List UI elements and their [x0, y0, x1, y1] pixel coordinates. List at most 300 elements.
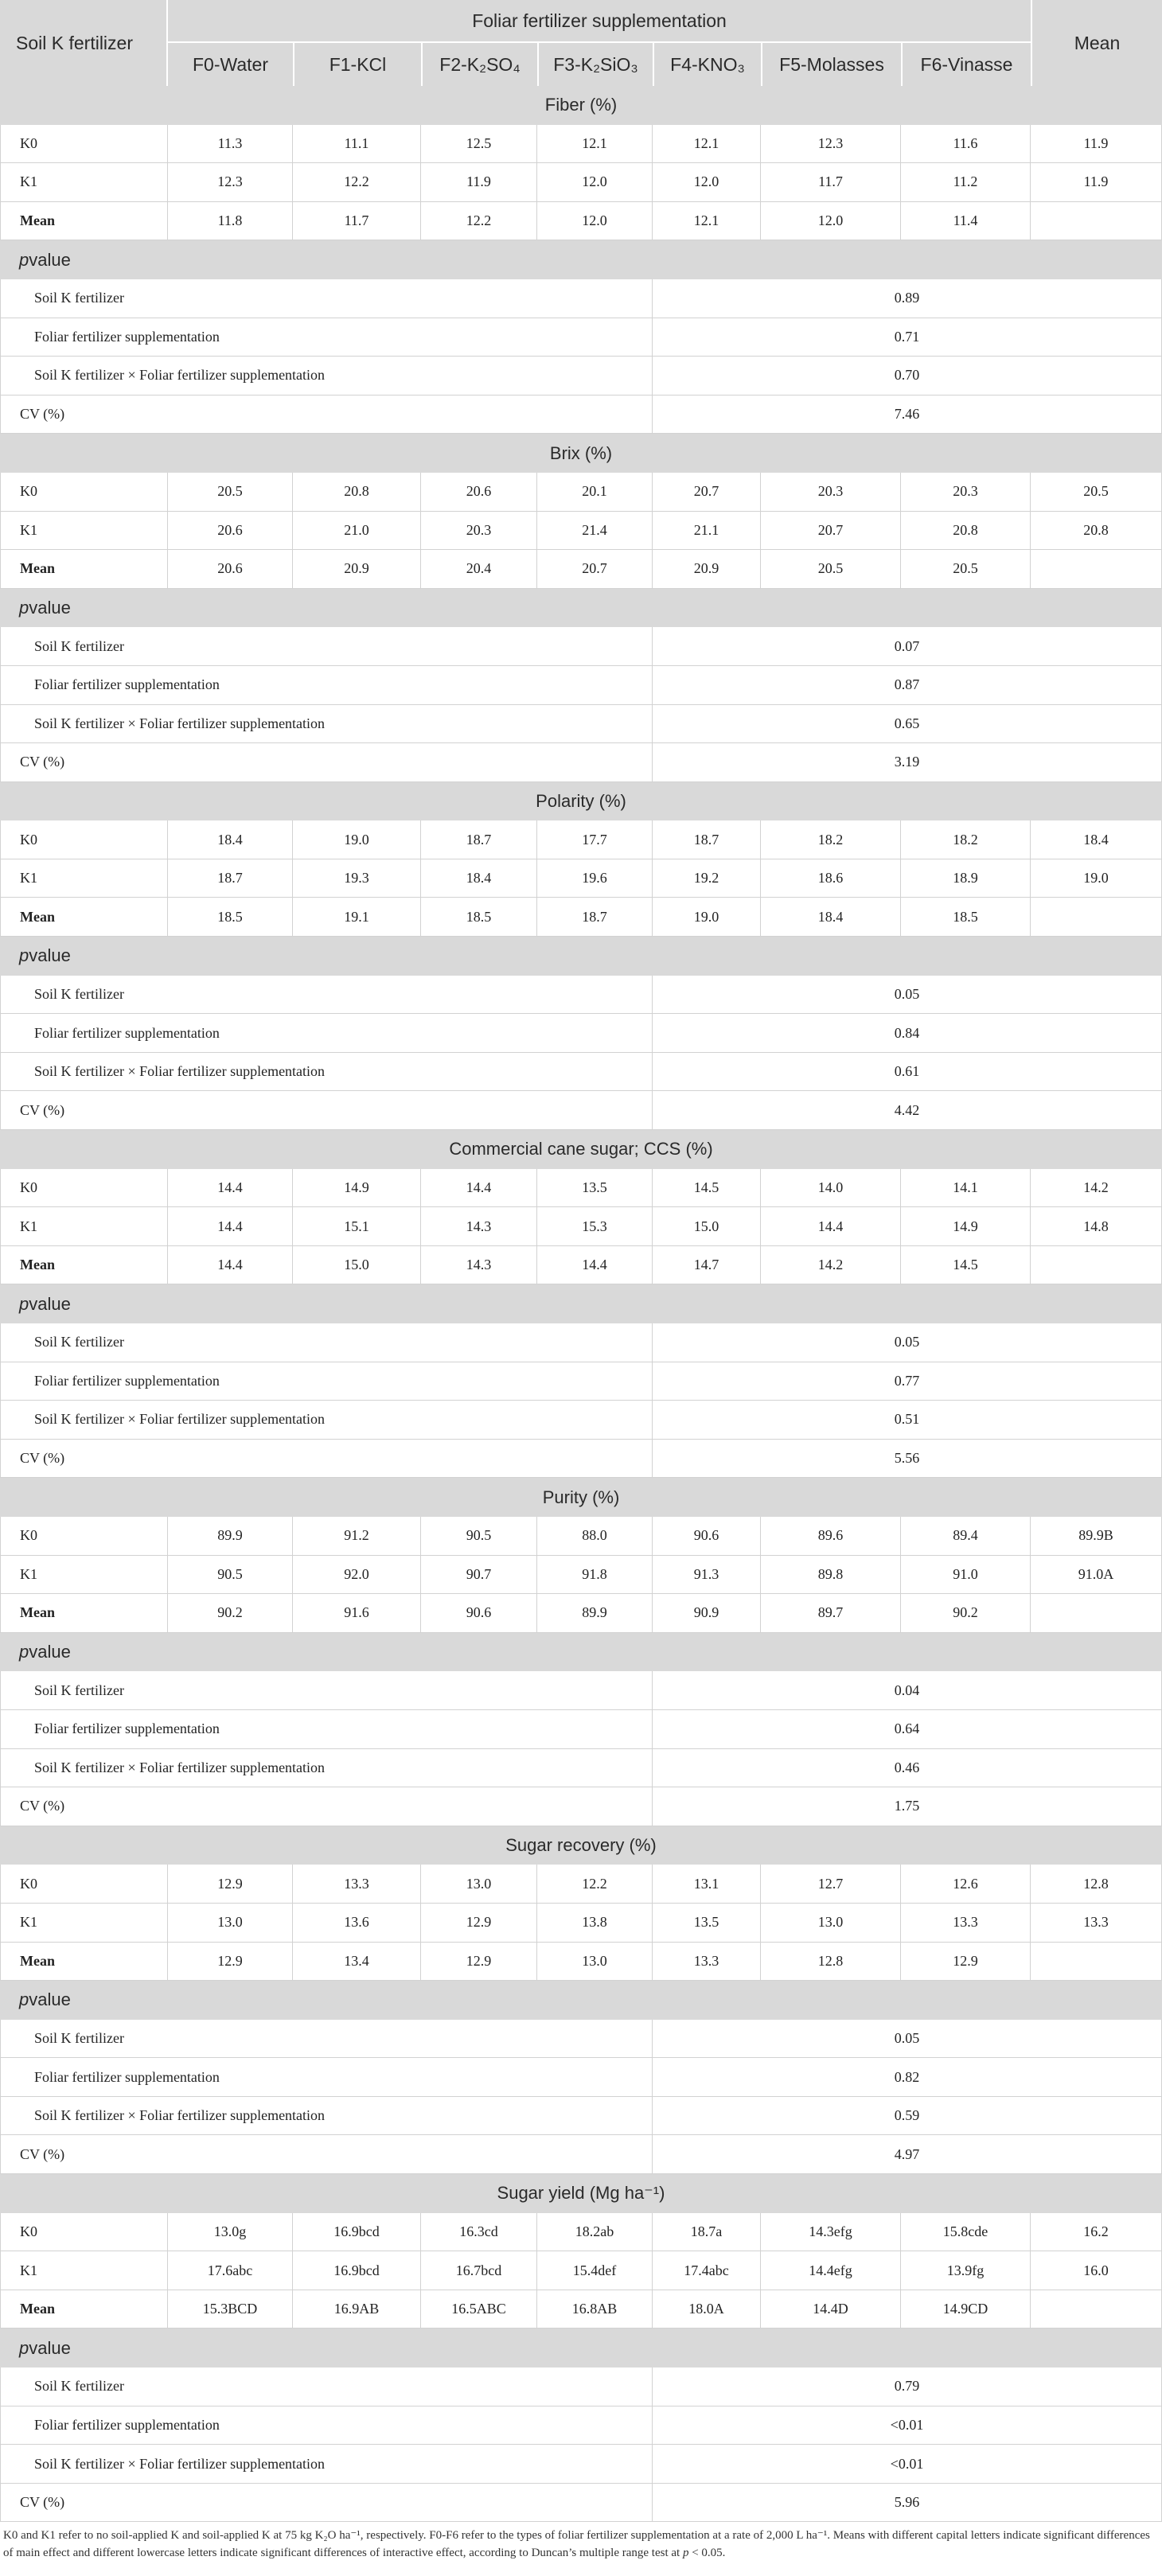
cell-value: 11.7 [761, 163, 901, 201]
cell-value: 12.3 [168, 163, 293, 201]
cell-value: 18.7 [168, 859, 293, 898]
stat-value: 0.64 [653, 1710, 1162, 1748]
cell-value: 14.4D [761, 2290, 901, 2329]
stat-value: 0.71 [653, 318, 1162, 357]
p-value-text: value [29, 1293, 71, 1314]
cell-value: 19.2 [653, 859, 761, 898]
section-title: Sugar yield (Mg ha⁻¹) [0, 2174, 1162, 2213]
cv-row [0, 1091, 1162, 1130]
p-value-text: value [29, 598, 71, 618]
p-symbol: p [19, 1293, 29, 1314]
cell-value: 18.2 [761, 820, 901, 859]
header-treatment-f2: F2-K₂SO₄ [421, 43, 537, 86]
cell-value: 15.0 [653, 1207, 761, 1245]
table-row-k1 [0, 163, 1162, 202]
cell-value: 18.0A [653, 2290, 761, 2329]
cell-value: 20.9 [653, 550, 761, 588]
cell-value: 11.4 [901, 202, 1031, 240]
stat-row [0, 666, 1162, 705]
p-value-text: value [29, 945, 71, 966]
table-body [0, 86, 1162, 2522]
cell-value: 89.9B [1031, 1517, 1162, 1555]
header-treatment-f4: F4-KNO₃ [653, 43, 761, 86]
table-row-k1 [0, 512, 1162, 551]
cv-label: CV (%) [0, 1787, 653, 1826]
cell-value: 16.5ABC [421, 2290, 537, 2329]
cell-value: 11.9 [421, 163, 537, 201]
stat-value: 0.77 [653, 1362, 1162, 1401]
row-label: Mean [0, 1594, 168, 1632]
header-treatment-f6: F6-Vinasse [901, 43, 1031, 86]
cell-value: 13.4 [293, 1943, 421, 1981]
cell-value: 92.0 [293, 1556, 421, 1594]
table-row-k1 [0, 2251, 1162, 2290]
cell-value: 15.3BCD [168, 2290, 293, 2329]
stat-row [0, 1749, 1162, 1788]
cell-value: 12.9 [168, 1865, 293, 1903]
stat-value: 0.70 [653, 357, 1162, 395]
cell-value: 12.2 [421, 202, 537, 240]
section-title: Fiber (%) [0, 86, 1162, 125]
p-symbol: p [19, 1989, 29, 2010]
cell-value: 12.6 [901, 1865, 1031, 1903]
footnote-p-symbol: p [682, 2547, 689, 2560]
table-row-k0 [0, 2213, 1162, 2252]
cell-value: 12.9 [421, 1943, 537, 1981]
p-value-heading [0, 1633, 1162, 1672]
footnote-text-end: < 0.05. [688, 2547, 726, 2560]
table-row-mean [0, 550, 1162, 589]
p-symbol: p [19, 945, 29, 966]
cell-value: 16.9bcd [293, 2213, 421, 2251]
cv-value: 7.46 [653, 396, 1162, 434]
stat-row [0, 357, 1162, 396]
cell-value: 18.9 [901, 859, 1031, 898]
table-row-mean [0, 1943, 1162, 1982]
section-title: Brix (%) [0, 434, 1162, 473]
cell-value: 12.9 [168, 1943, 293, 1981]
footnote-text: K0 and K1 refer to no soil-applied K and soil-applied K at 75 kg K₂O ha⁻¹, respectively. F0-F6 refer to the types of foliar fertilizer supplementation at a rate of 2,000 L ha⁻¹. Means with different capital letters indicate significant differences of main effect and different lowercase letters indicate significant differences of interactive effect, according to Duncan’s multiple range test at [3, 2529, 1150, 2560]
stat-value: 0.61 [653, 1053, 1162, 1091]
cell-value: 12.0 [653, 163, 761, 201]
cell-value: 16.2 [1031, 2213, 1162, 2251]
empty-cell [1031, 1594, 1162, 1632]
cell-value: 20.3 [421, 512, 537, 550]
stat-row [0, 279, 1162, 318]
cell-value: 13.8 [537, 1904, 653, 1942]
cell-value: 12.1 [653, 202, 761, 240]
stat-label: Foliar fertilizer supplementation [0, 318, 653, 357]
section-polarity [0, 782, 1162, 1130]
table-header [0, 0, 1162, 86]
cell-value: 15.3 [537, 1207, 653, 1245]
cell-value: 21.0 [293, 512, 421, 550]
p-value-heading [0, 1284, 1162, 1323]
header-soil-k-fertilizer: Soil K fertilizer [0, 0, 168, 86]
cell-value: 20.5 [901, 550, 1031, 588]
cell-value: 12.9 [901, 1943, 1031, 1981]
p-symbol: p [19, 2337, 29, 2358]
cell-value: 91.3 [653, 1556, 761, 1594]
header-treatment-f5: F5-Molasses [761, 43, 901, 86]
row-label: K0 [0, 1517, 168, 1555]
table-row-k1 [0, 859, 1162, 898]
stat-row [0, 1323, 1162, 1362]
cell-value: 18.4 [421, 859, 537, 898]
cell-value: 90.9 [653, 1594, 761, 1632]
cv-value: 3.19 [653, 743, 1162, 781]
cell-value: 15.1 [293, 1207, 421, 1245]
p-value-heading [0, 589, 1162, 628]
cv-value: 5.56 [653, 1440, 1162, 1478]
cv-label: CV (%) [0, 1091, 653, 1129]
stat-label: Foliar fertilizer supplementation [0, 2058, 653, 2096]
cell-value: 14.5 [901, 1246, 1031, 1284]
cell-value: 19.6 [537, 859, 653, 898]
cell-value: 18.2 [901, 820, 1031, 859]
cell-value: 12.5 [421, 125, 537, 163]
header-treatment-f0: F0-Water [193, 53, 268, 75]
stat-value: 0.46 [653, 1749, 1162, 1787]
cell-value: 11.6 [901, 125, 1031, 163]
section-title: Sugar recovery (%) [0, 1826, 1162, 1865]
section-brix [0, 434, 1162, 781]
cell-value: 11.1 [293, 125, 421, 163]
cell-value: 12.8 [761, 1943, 901, 1981]
stat-row [0, 2020, 1162, 2059]
stat-label: Soil K fertilizer × Foliar fertilizer supplementation [0, 1053, 653, 1091]
cell-value: 18.5 [421, 898, 537, 936]
cell-value: 16.8AB [537, 2290, 653, 2329]
stat-row [0, 2368, 1162, 2406]
p-value-heading [0, 240, 1162, 279]
stat-value: 0.84 [653, 1014, 1162, 1052]
stat-label: Soil K fertilizer [0, 1323, 653, 1362]
cell-value: 19.3 [293, 859, 421, 898]
stat-value: 0.87 [653, 666, 1162, 704]
section-commercial-cane-sugar-ccs [0, 1130, 1162, 1478]
table-row-mean [0, 1246, 1162, 1285]
stat-label: Foliar fertilizer supplementation [0, 1362, 653, 1401]
cell-value: 16.0 [1031, 2251, 1162, 2290]
cv-label: CV (%) [0, 2135, 653, 2173]
cell-value: 12.0 [537, 163, 653, 201]
cell-value: 14.9CD [901, 2290, 1031, 2329]
section-title: Purity (%) [0, 1478, 1162, 1517]
cv-row [0, 2484, 1162, 2523]
cell-value: 13.1 [653, 1865, 761, 1903]
cv-row [0, 2135, 1162, 2174]
stat-row [0, 1053, 1162, 1092]
cell-value: 17.4abc [653, 2251, 761, 2290]
cell-value: 14.3efg [761, 2213, 901, 2251]
stat-row [0, 1671, 1162, 1710]
cell-value: 14.7 [653, 1246, 761, 1284]
cell-value: 90.5 [421, 1517, 537, 1555]
cell-value: 91.8 [537, 1556, 653, 1594]
cell-value: 12.7 [761, 1865, 901, 1903]
cell-value: 14.3 [421, 1207, 537, 1245]
row-label: K1 [0, 2251, 168, 2290]
cell-value: 14.0 [761, 1169, 901, 1207]
p-symbol: p [19, 1642, 29, 1662]
header-treatment-f3: F3-K₂SiO₃ [537, 43, 653, 86]
empty-cell [1031, 1943, 1162, 1981]
table-row-mean [0, 1594, 1162, 1633]
cell-value: 11.2 [901, 163, 1031, 201]
header-foliar-fertilizer-supplementation: Foliar fertilizer supplementation [168, 0, 1031, 43]
p-value-text: value [29, 2337, 71, 2358]
table-row-k0 [0, 1517, 1162, 1556]
cell-value: 15.8cde [901, 2213, 1031, 2251]
cell-value: 18.2ab [537, 2213, 653, 2251]
cell-value: 91.2 [293, 1517, 421, 1555]
cell-value: 16.7bcd [421, 2251, 537, 2290]
cell-value: 18.4 [1031, 820, 1162, 859]
cv-label: CV (%) [0, 396, 653, 434]
cv-label: CV (%) [0, 1440, 653, 1478]
cell-value: 20.3 [901, 473, 1031, 511]
stat-label: Soil K fertilizer × Foliar fertilizer supplementation [0, 2097, 653, 2135]
empty-cell [1031, 550, 1162, 588]
cell-value: 18.5 [901, 898, 1031, 936]
stat-label: Foliar fertilizer supplementation [0, 1710, 653, 1748]
empty-cell [1031, 2290, 1162, 2329]
cell-value: 14.9 [901, 1207, 1031, 1245]
p-value-text: value [29, 249, 71, 270]
section-sugar-recovery [0, 1826, 1162, 2174]
stat-value: 0.05 [653, 976, 1162, 1014]
cell-value: 11.9 [1031, 163, 1162, 201]
stat-value: 0.89 [653, 279, 1162, 318]
stat-row [0, 2097, 1162, 2136]
cell-value: 18.4 [168, 820, 293, 859]
table-row-k1 [0, 1207, 1162, 1246]
section-title: Commercial cane sugar; CCS (%) [0, 1130, 1162, 1169]
cell-value: 14.2 [761, 1246, 901, 1284]
cell-value: 20.5 [761, 550, 901, 588]
cell-value: 88.0 [537, 1517, 653, 1555]
stat-label: Soil K fertilizer × Foliar fertilizer supplementation [0, 705, 653, 743]
table-row-k0 [0, 125, 1162, 164]
cell-value: 14.9 [293, 1169, 421, 1207]
cell-value: 11.3 [168, 125, 293, 163]
stat-label: Soil K fertilizer × Foliar fertilizer supplementation [0, 357, 653, 395]
stat-row [0, 705, 1162, 744]
cell-value: 13.0g [168, 2213, 293, 2251]
stat-row [0, 1710, 1162, 1749]
cell-value: 13.0 [537, 1943, 653, 1981]
table-row-k1 [0, 1904, 1162, 1943]
cv-value: 5.96 [653, 2484, 1162, 2522]
cell-value: 91.0A [1031, 1556, 1162, 1594]
cell-value: 17.7 [537, 820, 653, 859]
cell-value: 90.7 [421, 1556, 537, 1594]
cell-value: 11.9 [1031, 125, 1162, 163]
p-value-heading [0, 937, 1162, 976]
stat-row [0, 1014, 1162, 1053]
stat-value: <0.01 [653, 2406, 1162, 2445]
cv-row [0, 1440, 1162, 1479]
row-label: K1 [0, 512, 168, 550]
row-label: K0 [0, 820, 168, 859]
stat-row [0, 2406, 1162, 2445]
cell-value: 20.8 [901, 512, 1031, 550]
cv-label: CV (%) [0, 743, 653, 781]
cell-value: 12.8 [1031, 1865, 1162, 1903]
cell-value: 21.4 [537, 512, 653, 550]
p-value-text: value [29, 1989, 71, 2010]
cell-value: 19.0 [1031, 859, 1162, 898]
row-label: Mean [0, 202, 168, 240]
cell-value: 14.4 [761, 1207, 901, 1245]
cv-value: 4.97 [653, 2135, 1162, 2173]
cell-value: 20.6 [168, 550, 293, 588]
cell-value: 14.4 [168, 1169, 293, 1207]
section-title: Polarity (%) [0, 782, 1162, 821]
cell-value: 15.0 [293, 1246, 421, 1284]
cell-value: 20.7 [537, 550, 653, 588]
cv-row [0, 1787, 1162, 1826]
cell-value: 18.7 [421, 820, 537, 859]
cell-value: 89.9 [168, 1517, 293, 1555]
stat-label: Soil K fertilizer [0, 2368, 653, 2406]
row-label: K0 [0, 2213, 168, 2251]
cell-value: 13.3 [901, 1904, 1031, 1942]
cell-value: 13.9fg [901, 2251, 1031, 2290]
cell-value: 19.0 [293, 820, 421, 859]
stat-value: 0.59 [653, 2097, 1162, 2135]
stat-value: 0.65 [653, 705, 1162, 743]
stat-label: Soil K fertilizer [0, 1671, 653, 1709]
stat-value: 0.04 [653, 1671, 1162, 1709]
cell-value: 11.8 [168, 202, 293, 240]
cell-value: 18.7a [653, 2213, 761, 2251]
cell-value: 14.8 [1031, 1207, 1162, 1245]
cell-value: 16.9bcd [293, 2251, 421, 2290]
row-label: K0 [0, 1865, 168, 1903]
p-value-heading [0, 1981, 1162, 2020]
cell-value: 13.3 [293, 1865, 421, 1903]
table-footnote [0, 2522, 1162, 2562]
cell-value: 13.5 [653, 1904, 761, 1942]
cell-value: 14.4 [168, 1207, 293, 1245]
stat-row [0, 318, 1162, 357]
header-treatment-f1: F1-KCl [293, 43, 421, 86]
cell-value: 18.4 [761, 898, 901, 936]
stat-row [0, 1362, 1162, 1401]
cell-value: 19.1 [293, 898, 421, 936]
cell-value: 12.3 [761, 125, 901, 163]
p-value-heading [0, 2329, 1162, 2368]
empty-cell [1031, 898, 1162, 936]
cv-row [0, 743, 1162, 782]
cell-value: 89.8 [761, 1556, 901, 1594]
cell-value: 20.8 [293, 473, 421, 511]
row-label: K1 [0, 163, 168, 201]
cell-value: 90.6 [653, 1517, 761, 1555]
row-label: Mean [0, 550, 168, 588]
cell-value: 12.0 [537, 202, 653, 240]
cell-value: 13.0 [168, 1904, 293, 1942]
row-label: K1 [0, 859, 168, 898]
p-symbol: p [19, 249, 29, 270]
cell-value: 12.1 [653, 125, 761, 163]
stat-label: Soil K fertilizer × Foliar fertilizer supplementation [0, 1401, 653, 1439]
stat-value: 0.05 [653, 2020, 1162, 2058]
stat-label: Soil K fertilizer [0, 279, 653, 318]
table-row-mean [0, 202, 1162, 241]
cell-value: 12.0 [761, 202, 901, 240]
cell-value: 19.0 [653, 898, 761, 936]
table-row-k0 [0, 1865, 1162, 1904]
cell-value: 13.0 [421, 1865, 537, 1903]
table-row-k1 [0, 1556, 1162, 1595]
stat-value: <0.01 [653, 2445, 1162, 2483]
p-symbol: p [19, 598, 29, 618]
cell-value: 14.5 [653, 1169, 761, 1207]
cell-value: 90.2 [901, 1594, 1031, 1632]
row-label: K0 [0, 473, 168, 511]
row-label: K1 [0, 1904, 168, 1942]
row-label: Mean [0, 2290, 168, 2329]
stat-row [0, 1401, 1162, 1440]
cell-value: 12.2 [537, 1865, 653, 1903]
cell-value: 18.7 [653, 820, 761, 859]
cell-value: 89.7 [761, 1594, 901, 1632]
cell-value: 20.1 [537, 473, 653, 511]
cell-value: 89.9 [537, 1594, 653, 1632]
cell-value: 20.6 [421, 473, 537, 511]
cell-value: 20.6 [168, 512, 293, 550]
cell-value: 21.1 [653, 512, 761, 550]
table-row-k0 [0, 473, 1162, 512]
cell-value: 90.6 [421, 1594, 537, 1632]
stat-value: 0.05 [653, 1323, 1162, 1362]
row-label: K0 [0, 1169, 168, 1207]
p-value-text: value [29, 1642, 71, 1662]
cell-value: 14.1 [901, 1169, 1031, 1207]
stat-value: 0.82 [653, 2058, 1162, 2096]
cell-value: 14.4efg [761, 2251, 901, 2290]
cv-value: 1.75 [653, 1787, 1162, 1826]
cell-value: 89.6 [761, 1517, 901, 1555]
cell-value: 18.6 [761, 859, 901, 898]
stat-value: 0.51 [653, 1401, 1162, 1439]
stat-value: 0.07 [653, 627, 1162, 665]
cell-value: 12.2 [293, 163, 421, 201]
table-row-mean [0, 2290, 1162, 2329]
stat-label: Soil K fertilizer × Foliar fertilizer supplementation [0, 2445, 653, 2483]
cell-value: 16.3cd [421, 2213, 537, 2251]
cell-value: 20.3 [761, 473, 901, 511]
cell-value: 91.0 [901, 1556, 1031, 1594]
stat-row [0, 2445, 1162, 2484]
cell-value: 12.9 [421, 1904, 537, 1942]
stat-label: Foliar fertilizer supplementation [0, 1014, 653, 1052]
stat-row [0, 627, 1162, 666]
cell-value: 14.4 [537, 1246, 653, 1284]
stat-value: 0.79 [653, 2368, 1162, 2406]
cell-value: 20.4 [421, 550, 537, 588]
cell-value: 20.7 [761, 512, 901, 550]
stat-label: Foliar fertilizer supplementation [0, 2406, 653, 2445]
stat-label: Soil K fertilizer [0, 2020, 653, 2058]
stat-label: Soil K fertilizer [0, 976, 653, 1014]
cell-value: 20.8 [1031, 512, 1162, 550]
cell-value: 13.0 [761, 1904, 901, 1942]
cell-value: 15.4def [537, 2251, 653, 2290]
